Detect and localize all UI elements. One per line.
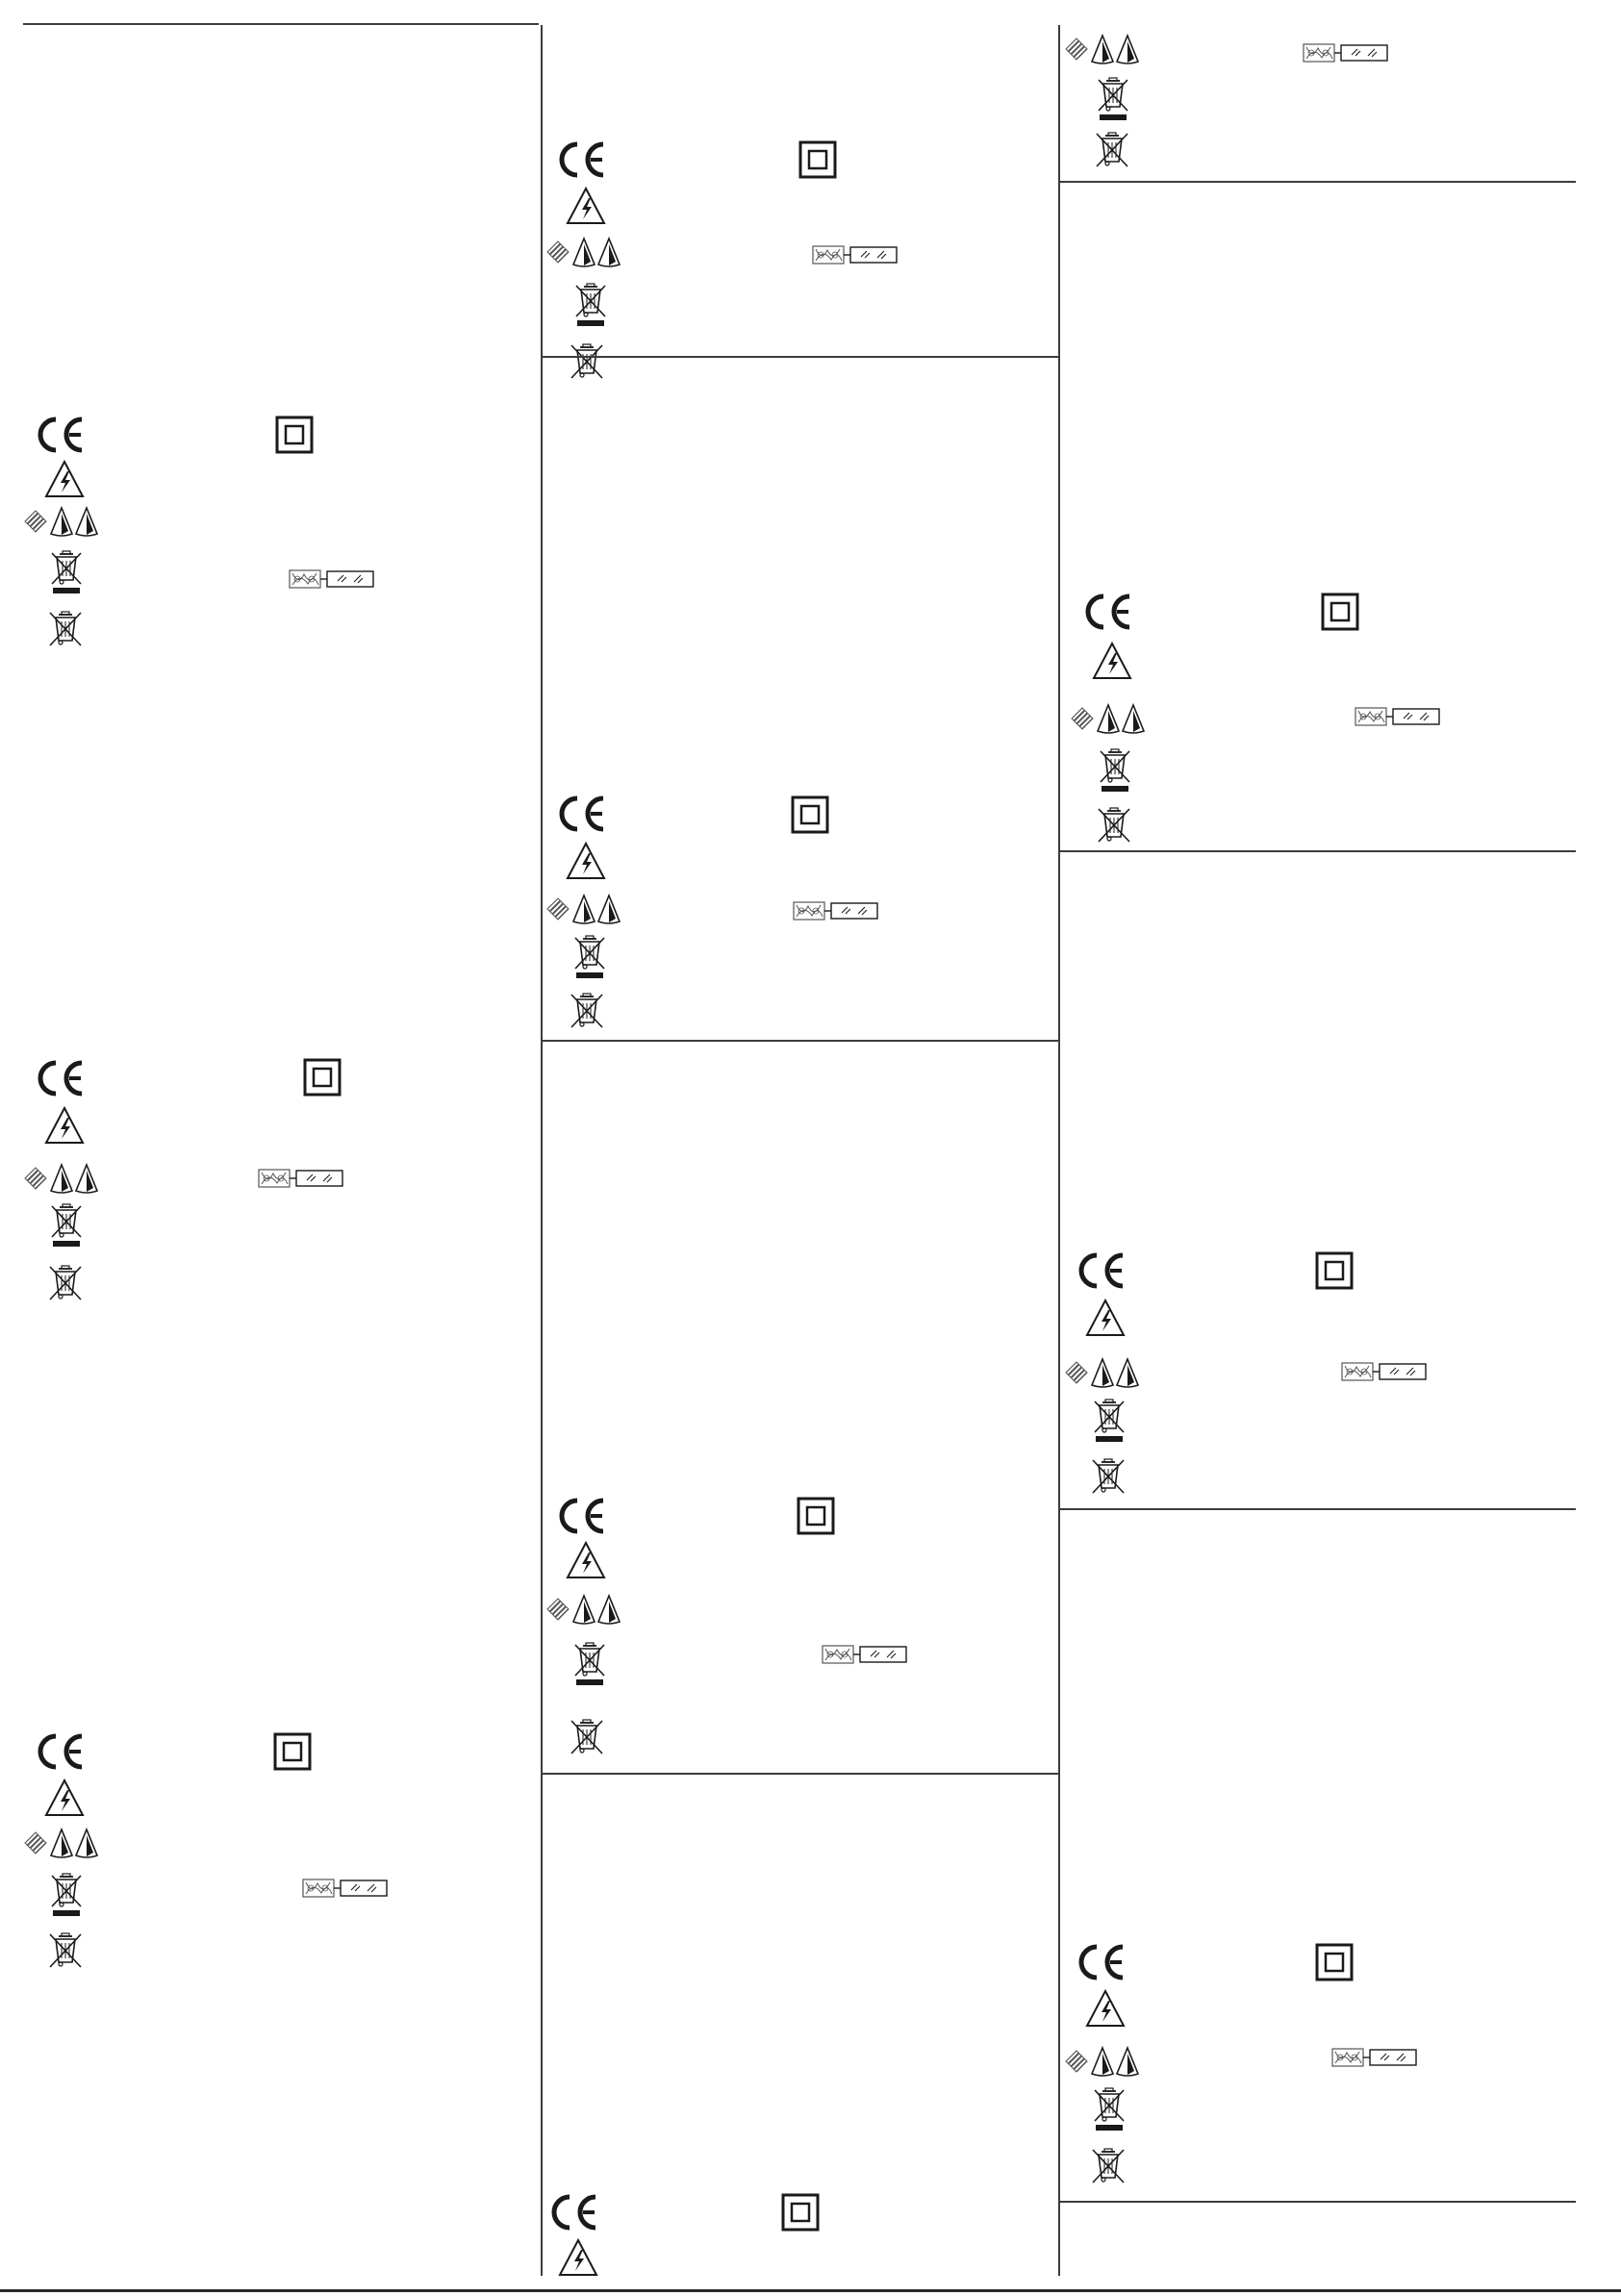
coiled-cable-lamp-icon (1331, 2047, 1418, 2068)
crossed-bin-icon (1093, 131, 1131, 169)
diamond-and-drops-icon (545, 893, 624, 925)
ce-mark-icon (1077, 1251, 1127, 1290)
double-insulation-square-icon (1321, 593, 1359, 631)
diamond-and-drops-icon (23, 1827, 102, 1859)
column-divider (541, 25, 543, 2276)
coiled-cable-lamp-icon (302, 1878, 389, 1899)
crossed-bin-icon (568, 992, 606, 1030)
diamond-and-drops-icon (545, 1593, 624, 1626)
ce-mark-icon (550, 2193, 600, 2232)
crossed-bin-icon (1089, 2147, 1127, 2185)
diamond-and-drops-icon (23, 1162, 102, 1195)
double-insulation-square-icon (273, 1732, 312, 1771)
crossed-bin-with-bar-icon (1095, 77, 1131, 121)
double-insulation-square-icon (781, 2193, 820, 2232)
ce-mark-icon (558, 140, 608, 179)
diamond-and-drops-icon (23, 505, 102, 538)
section-divider (1060, 181, 1576, 183)
section-divider (1060, 850, 1576, 852)
electric-shock-warning-triangle-icon (44, 1779, 85, 1817)
ce-mark-icon (558, 795, 608, 833)
ce-mark-icon (37, 416, 87, 454)
section-divider (543, 356, 1058, 358)
double-insulation-square-icon (303, 1058, 342, 1097)
electric-shock-warning-triangle-icon (44, 460, 85, 498)
crossed-bin-icon (568, 1718, 606, 1756)
coiled-cable-lamp-icon (1303, 42, 1389, 63)
electric-shock-warning-triangle-icon (566, 842, 606, 880)
crossed-bin-icon (46, 610, 85, 648)
double-insulation-square-icon (1315, 1943, 1354, 1981)
diamond-and-drops-icon (1064, 33, 1143, 65)
section-divider (23, 23, 539, 25)
electric-shock-warning-triangle-icon (1085, 1989, 1126, 2028)
coiled-cable-lamp-icon (793, 900, 879, 921)
double-insulation-square-icon (791, 795, 829, 834)
page-bottom-border (0, 2289, 1621, 2292)
diamond-and-drops-icon (1070, 702, 1149, 735)
crossed-bin-with-bar-icon (571, 1642, 608, 1686)
diamond-and-drops-icon (1064, 1356, 1143, 1389)
double-insulation-square-icon (797, 1497, 835, 1535)
diamond-and-drops-icon (1064, 2045, 1143, 2078)
crossed-bin-icon (1095, 806, 1133, 845)
diamond-and-drops-icon (545, 236, 624, 268)
section-divider (1060, 2201, 1576, 2203)
electric-shock-warning-triangle-icon (1092, 642, 1132, 680)
electric-shock-warning-triangle-icon (566, 187, 606, 225)
double-insulation-square-icon (275, 416, 314, 454)
ce-mark-icon (558, 1497, 608, 1535)
crossed-bin-icon (1089, 1457, 1127, 1496)
coiled-cable-lamp-icon (812, 244, 899, 265)
crossed-bin-icon (568, 342, 606, 381)
crossed-bin-with-bar-icon (1091, 2087, 1127, 2132)
electric-shock-warning-triangle-icon (566, 1541, 606, 1579)
coiled-cable-lamp-icon (289, 568, 375, 590)
crossed-bin-with-bar-icon (48, 550, 85, 594)
electric-shock-warning-triangle-icon (1085, 1299, 1126, 1337)
crossed-bin-icon (46, 1931, 85, 1970)
crossed-bin-with-bar-icon (48, 1873, 85, 1917)
ce-mark-icon (37, 1732, 87, 1771)
coiled-cable-lamp-icon (1341, 1361, 1428, 1382)
double-insulation-square-icon (798, 140, 837, 179)
coiled-cable-lamp-icon (1355, 706, 1441, 727)
coiled-cable-lamp-icon (258, 1168, 344, 1189)
crossed-bin-with-bar-icon (572, 283, 609, 327)
crossed-bin-icon (46, 1264, 85, 1302)
section-divider (543, 1040, 1058, 1042)
coiled-cable-lamp-icon (822, 1644, 908, 1665)
ce-mark-icon (1077, 1943, 1127, 1981)
ce-mark-icon (37, 1059, 87, 1098)
ce-mark-icon (1084, 593, 1134, 631)
electric-shock-warning-triangle-icon (44, 1106, 85, 1145)
column-divider (1058, 25, 1060, 2276)
section-divider (543, 1773, 1058, 1775)
crossed-bin-with-bar-icon (1097, 748, 1133, 793)
crossed-bin-with-bar-icon (571, 935, 608, 979)
crossed-bin-with-bar-icon (48, 1203, 85, 1248)
section-divider (1060, 1508, 1576, 1510)
crossed-bin-with-bar-icon (1091, 1399, 1127, 1443)
electric-shock-warning-triangle-icon (558, 2238, 598, 2277)
double-insulation-square-icon (1315, 1251, 1354, 1290)
